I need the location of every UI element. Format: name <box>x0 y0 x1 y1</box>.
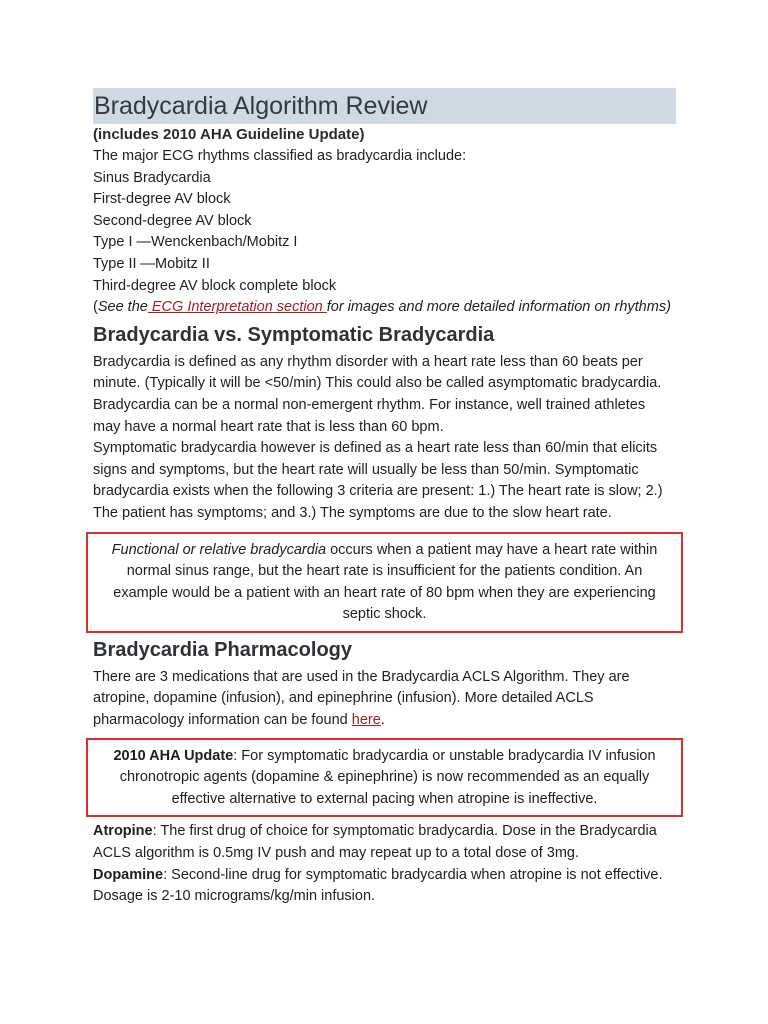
atropine-text: : The first drug of choice for symptomatic bradycardia. Dose in the Bradycardia ACLS algorithm is 0.5mg IV push and may repeat up to a total dose of 3mg. <box>93 823 657 862</box>
rhythm-item: Third-degree AV block complete block <box>93 277 337 294</box>
bradycardia-definition: Bradycardia is defined as any rhythm disorder with a heart rate less than 60 beats per minute. (Typically it will be <50/min) This could also be called asymptomatic bradycardia. Bradycardia can be a normal non-emergent rhythm. For instance, well trained athletes may have a normal heart rate that is less than 60 bpm. <box>93 353 662 435</box>
rhythm-item: First-degree AV block <box>93 191 231 208</box>
rhythm-item: Type I —Wenckenbach/Mobitz I <box>93 234 298 251</box>
aha-update-callout <box>86 738 683 818</box>
atropine-label: Atropine <box>93 823 153 840</box>
ecg-interpretation-link[interactable]: ECG Interpretation section <box>147 299 327 316</box>
rhythm-item: Second-degree AV block <box>93 212 252 229</box>
dopamine-label: Dopamine <box>93 866 164 883</box>
dopamine-text: : Second-line drug for symptomatic bradycardia when atropine is not effective. Dosage is 2-10 micrograms/kg/min infusion. <box>93 866 663 905</box>
callout-italic-term: Functional or relative bradycardia <box>111 541 327 558</box>
page-subtitle: (includes 2010 AHA Guideline Update) <box>93 126 365 143</box>
callout-text: occurs when a patient may have a heart rate within normal sinus range, but the heart rate is insufficient for the patients condition. An example would be a patient with an heart rate of 80 bpm when they are experiencing septic shock. <box>113 541 658 623</box>
aha-update-text: : For symptomatic bradycardia or unstable bradycardia IV infusion chronotropic agents (dopamine & epinephrine) is now recommended as an equally effective alternative to external pacing when atropine is ineffective. <box>119 747 656 807</box>
intro-text: The major ECG rhythms classified as bradycardia include: <box>93 148 467 164</box>
symptomatic-definition: Symptomatic bradycardia however is defined as a heart rate less than 60/min that elicits signs and symptoms, but the heart rate will usually be less than 50/min. Symptomatic bradycardia exists when the following 3 criteria are present: 1.) The heart rate is slow; 2.) The patient has symptoms; and 3.) The symptoms are due to the slow heart rate. <box>93 440 663 521</box>
see-note-suffix: for images and more detailed information on rhythms) <box>326 299 671 316</box>
see-note <box>93 297 676 319</box>
pharmacology-intro <box>93 667 676 732</box>
pharmacology-link[interactable]: here <box>351 712 381 729</box>
pharmacology-text: There are 3 medications that are used in the Bradycardia ACLS Algorithm. They are atropine, dopamine (infusion), and epinephrine (infusion). More detailed ACLS pharmacology information can be found <box>93 668 630 729</box>
pharmacology-period: . <box>380 712 385 729</box>
rhythm-list <box>93 168 675 298</box>
rhythm-item: Type II —Mobitz II <box>93 255 210 272</box>
see-note-prefix: See the <box>97 299 148 316</box>
page-title: Bradycardia Algorithm Review <box>93 88 676 124</box>
dopamine-paragraph <box>93 865 676 908</box>
section-heading-pharmacology: Bradycardia Pharmacology <box>93 638 352 661</box>
atropine-paragraph <box>93 821 676 864</box>
rhythm-item: Sinus Bradycardia <box>93 169 211 186</box>
functional-bradycardia-callout <box>86 532 683 633</box>
see-note-open: ( <box>93 299 98 316</box>
aha-update-label: 2010 AHA Update <box>113 747 234 764</box>
section-heading-vs: Bradycardia vs. Symptomatic Bradycardia <box>93 323 495 346</box>
